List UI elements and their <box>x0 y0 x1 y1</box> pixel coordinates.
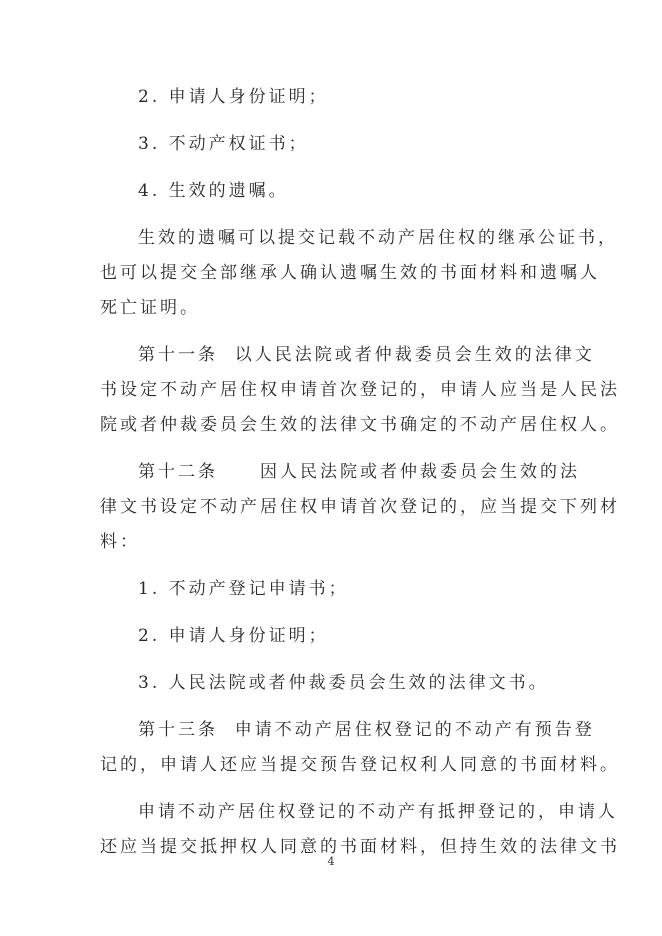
text-line: 第十二条 因人民法院或者仲裁委员会生效的法 <box>138 462 581 482</box>
text-line: 料： <box>100 532 140 552</box>
paragraph <box>100 174 562 209</box>
text-line: 1. 不动产登记申请书； <box>138 579 349 599</box>
text-line: 4. 生效的遗嘱。 <box>138 181 289 201</box>
paragraph <box>100 221 618 326</box>
paragraph <box>100 455 620 560</box>
text-line: 记的，申请人还应当提交预告登记权利人同意的书面材料。 <box>100 755 620 775</box>
paragraph <box>100 619 562 654</box>
text-line: 第十一条 以人民法院或者仲裁委员会生效的法律文 <box>138 345 595 365</box>
page-number: 4 <box>327 855 335 868</box>
paragraph <box>100 80 562 115</box>
text-line: 生效的遗嘱可以提交记载不动产居住权的继承公证书， <box>138 228 618 248</box>
paragraph <box>100 338 620 443</box>
text-line: 2. 申请人身份证明； <box>138 626 329 646</box>
paragraph <box>100 127 562 162</box>
text-line: 书设定不动产居住权申请首次登记的，申请人应当是人民法 <box>100 380 620 400</box>
paragraph <box>100 713 620 783</box>
text-line: 申请不动产居住权登记的不动产有抵押登记的，申请人 <box>138 802 618 822</box>
text-line: 3. 人民法院或者仲裁委员会生效的法律文书。 <box>138 673 549 693</box>
text-line: 也可以提交全部继承人确认遗嘱生效的书面材料和遗嘱人 <box>100 263 600 283</box>
text-line: 还应当提交抵押权人同意的书面材料，但持生效的法律文书 <box>100 837 620 857</box>
text-line: 2. 申请人身份证明； <box>138 87 329 107</box>
text-line: 律文书设定不动产居住权申请首次登记的，应当提交下列材 <box>100 497 620 517</box>
text-line: 3. 不动产权证书； <box>138 134 309 154</box>
paragraph <box>100 572 562 607</box>
text-line: 死亡证明。 <box>100 298 200 318</box>
document-body <box>100 80 620 877</box>
text-line: 院或者仲裁委员会生效的法律文书确定的不动产居住权人。 <box>100 415 620 435</box>
text-line: 第十三条 申请不动产居住权登记的不动产有预告登 <box>138 720 595 740</box>
paragraph <box>100 666 562 701</box>
